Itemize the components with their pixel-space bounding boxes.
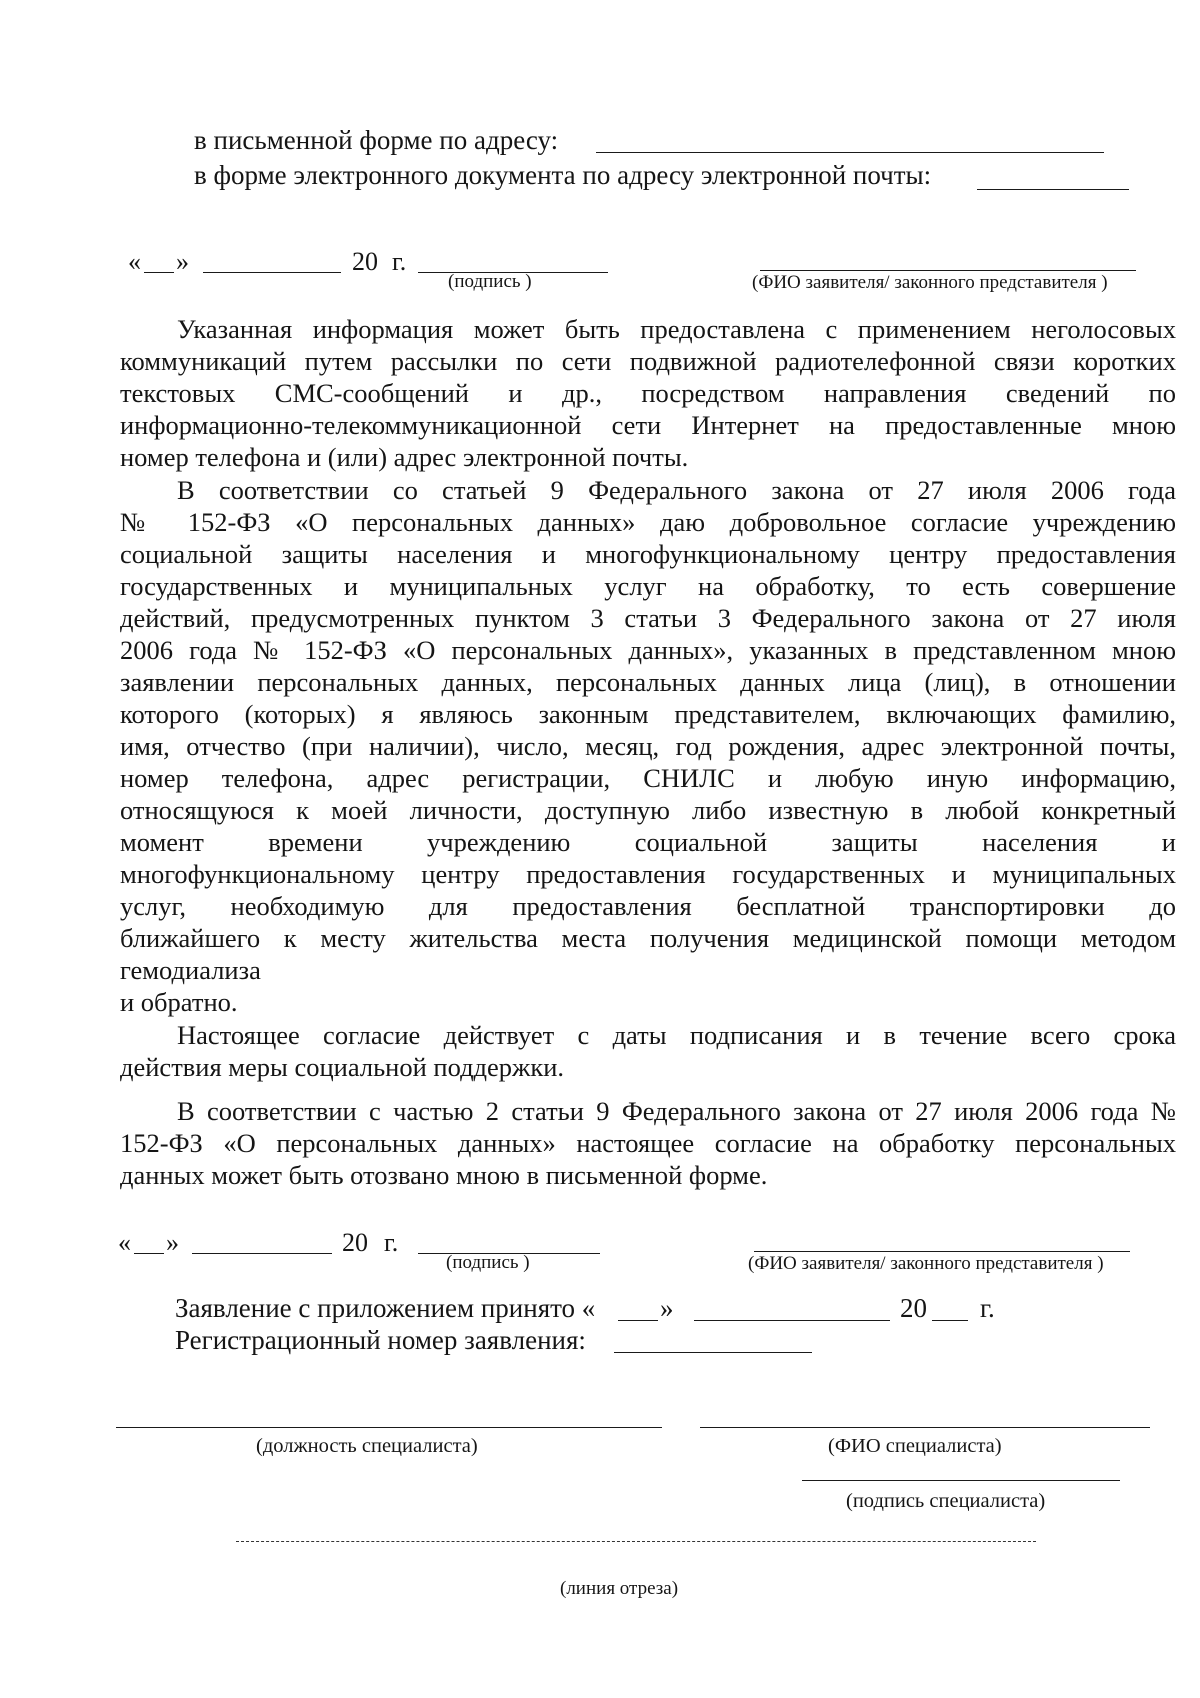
paragraph-2-line: 2006 года № 152-ФЗ «О персональных данных», указанных в представленном мною [120, 635, 1176, 665]
date-month-field[interactable] [192, 1253, 332, 1254]
applicant-name-field[interactable] [754, 1251, 1130, 1252]
paragraph-2-line: и обратно. [120, 987, 238, 1017]
paragraph-2-line: услуг, необходимую для предоставления бесплатной транспортировки до [120, 891, 1176, 921]
paragraph-1-line: Указанная информация может быть предоставлена с применением неголосовых [177, 314, 1176, 344]
paragraph-1-line: текстовых СМС-сообщений и др., посредством направления сведений по [120, 378, 1176, 408]
accepted-label: Заявление с приложением принято « [175, 1293, 596, 1323]
applicant-name-caption: (ФИО заявителя/ законного представителя ) [752, 272, 1108, 293]
paragraph-2-line: момент времени учреждению социальной защиты населения и [120, 827, 1176, 857]
signature-caption: (подпись ) [446, 1252, 530, 1273]
paragraph-2-line: социальной защиты населения и многофункциональному центру предоставления [120, 539, 1176, 569]
paragraph-2-line: действий, предусмотренных пунктом 3 статьи 3 Федерального закона от 27 июля [120, 603, 1176, 633]
paragraph-4-line: данных может быть отозвано мною в письменной форме. [120, 1160, 768, 1190]
specialist-signature-caption: (подпись специалиста) [846, 1490, 1046, 1512]
date-close-quote: » [166, 1228, 179, 1257]
paragraph-2-line: государственных и муниципальных услуг на обработку, то есть совершение [120, 571, 1176, 601]
date-open-quote: « [118, 1228, 131, 1257]
paragraph-2-line: № 152-ФЗ «О персональных данных» даю добровольное согласие учреждению [120, 507, 1176, 537]
paragraph-2-line: имя, отчество (при наличии), число, месяц, год рождения, адрес электронной почты, [120, 731, 1176, 761]
email-field[interactable] [977, 189, 1129, 190]
paragraph-2-line: В соответствии со статьей 9 Федерального закона от 27 июля 2006 года [177, 475, 1176, 505]
paragraph-2-line: номер телефона, адрес регистрации, СНИЛС и любую иную информацию, [120, 763, 1176, 793]
applicant-name-field[interactable] [760, 270, 1136, 271]
paragraph-1-line: номер телефона и (или) адрес электронной почты. [120, 442, 689, 472]
email-label: в форме электронного документа по адресу электронной почты: [194, 160, 932, 190]
paragraph-2-line: многофункциональному центру предоставления государственных и муниципальных [120, 859, 1176, 889]
paragraph-4-line: В соответствии с частью 2 статьи 9 Федерального закона от 27 июля 2006 года № [177, 1096, 1176, 1126]
written-address-field[interactable] [596, 152, 1104, 153]
accepted-year-label: 20 [900, 1293, 927, 1323]
year-label: 20 [342, 1228, 368, 1257]
paragraph-2-line: относящуюся к моей личности, доступную либо известную в любой конкретный [120, 795, 1176, 825]
specialist-position-field[interactable] [116, 1427, 662, 1428]
specialist-signature-field[interactable] [802, 1480, 1120, 1481]
paragraph-2-line: которого (которых) я являюсь законным представителем, включающих фамилию, [120, 699, 1176, 729]
specialist-name-caption: (ФИО специалиста) [828, 1435, 1002, 1457]
accepted-close-quote: » [660, 1293, 674, 1323]
date-day-field[interactable] [144, 272, 174, 273]
year-label: 20 [352, 247, 378, 276]
reg-number-label: Регистрационный номер заявления: [175, 1325, 586, 1355]
accepted-year-field[interactable] [932, 1320, 968, 1321]
date-close-quote: » [176, 247, 189, 276]
year-suffix: г. [384, 1228, 399, 1257]
accepted-year-suffix: г. [980, 1293, 995, 1323]
paragraph-2-line: гемодиализа [120, 955, 261, 985]
paragraph-1-line: коммуникаций путем рассылки по сети подвижной радиотелефонной связи коротких [120, 346, 1176, 376]
accepted-day-field[interactable] [618, 1320, 658, 1321]
reg-number-field[interactable] [614, 1352, 812, 1353]
cut-line-caption: (линия отреза) [560, 1578, 679, 1599]
paragraph-2-line: заявлении персональных данных, персональных данных лица (лиц), в отношении [120, 667, 1176, 697]
date-day-field[interactable] [134, 1253, 164, 1254]
date-month-field[interactable] [203, 272, 341, 273]
paragraph-2-line: ближайшего к месту жительства места получения медицинской помощи методом [120, 923, 1176, 953]
specialist-position-caption: (должность специалиста) [256, 1435, 478, 1457]
paragraph-1-line: информационно-телекоммуникационной сети Интернет на предоставленные мною [120, 410, 1176, 440]
cut-line [236, 1541, 1036, 1542]
specialist-name-field[interactable] [700, 1427, 1150, 1428]
accepted-month-field[interactable] [694, 1320, 890, 1321]
paragraph-4-line: 152-ФЗ «О персональных данных» настоящее согласие на обработку персональных [120, 1128, 1176, 1158]
year-suffix: г. [392, 247, 407, 276]
written-address-label: в письменной форме по адресу: [194, 125, 559, 155]
applicant-name-caption: (ФИО заявителя/ законного представителя ) [748, 1253, 1104, 1274]
signature-caption: (подпись ) [448, 271, 532, 292]
date-open-quote: « [128, 247, 141, 276]
paragraph-3-line: Настоящее согласие действует с даты подписания и в течение всего срока [177, 1020, 1176, 1050]
paragraph-3-line: действия меры социальной поддержки. [120, 1052, 565, 1082]
